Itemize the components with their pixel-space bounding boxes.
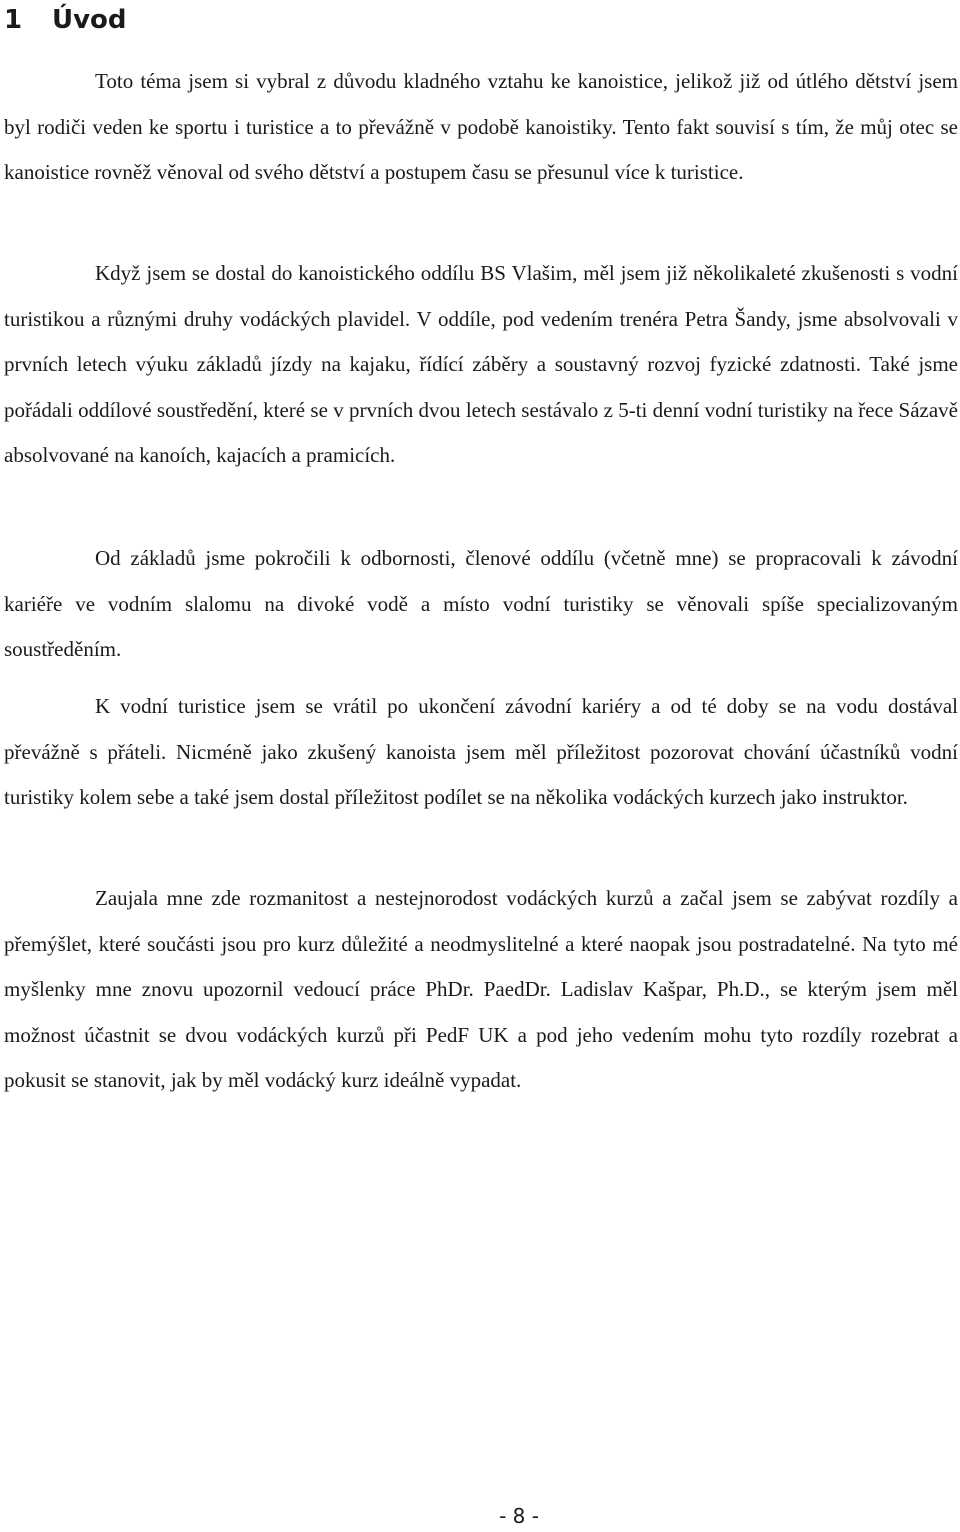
paragraph-text: Zaujala mne zde rozmanitost a nestejnorodost vodáckých kurzů a začal jsem se zabývat rozdíly a přemýšlet, které součásti jsou pro kurz důležité a neodmyslitelné a které naopak jsou postradatelné. Na tyto mé myšlenky mne znovu upozornil vedoucí práce PhDr. PaedDr. Ladislav Kašpar, Ph.D., se kterým jsem měl možnost účastnit se dvou vodáckých kurzů při PedF UK a pod jeho vedením mohu tyto rozdíly rozebrat a pokusit se stanovit, jak by měl vodácký kurz ideálně vypadat.: [4, 886, 958, 1093]
section-number: 1: [4, 5, 23, 35]
paragraph-2: [4, 251, 958, 479]
paragraph-text: Toto téma jsem si vybral z důvodu kladného vztahu ke kanoistice, jelikož již od útlého dětství jsem byl rodiči veden ke sportu i turistice a to převážně v podobě kanoistiky. Tento fakt souvisí s tím, že můj otec se kanoistice rovněž věnoval od svého dětství a postupem času se přesunul více k turistice.: [4, 69, 958, 185]
page-number: - 8 -: [499, 1504, 539, 1528]
paragraph-4: [4, 684, 958, 821]
paragraph-text: K vodní turistice jsem se vrátil po ukončení závodní kariéry a od té doby se na vodu dostával převážně s přáteli. Nicméně jako zkušený kanoista jsem měl příležitost pozorovat chování účastníků vodní turistiky kolem sebe a také jsem dostal příležitost podílet se na několika vodáckých kurzech jako instruktor.: [4, 694, 958, 810]
section-title: Úvod: [52, 5, 127, 35]
paragraph-text: Od základů jsme pokročili k odbornosti, členové oddílu (včetně mne) se propracovali k závodní kariéře ve vodním slalomu na divoké vodě a místo vodní turistiky se věnovali spíše specializovaným soustředěním.: [4, 546, 958, 662]
paragraph-3: [4, 536, 958, 673]
paragraph-text: Když jsem se dostal do kanoistického oddílu BS Vlašim, měl jsem již několikaleté zkušenosti s vodní turistikou a různými druhy vodáckých plavidel. V oddíle, pod vedením trenéra Petra Šandy, jsme absolvovali v prvních letech výuku základů jízdy na kajaku, řídící záběry a soustavný rozvoj fyzické zdatnosti. Také jsme pořádali oddílové soustředění, které se v prvních dvou letech sestávalo z 5-ti denní vodní turistiky na řece Sázavě absolvované na kanoích, kajacích a pramicích.: [4, 261, 958, 468]
paragraph-5: [4, 876, 958, 1104]
section-heading: [4, 2, 127, 38]
paragraph-1: [4, 59, 958, 196]
